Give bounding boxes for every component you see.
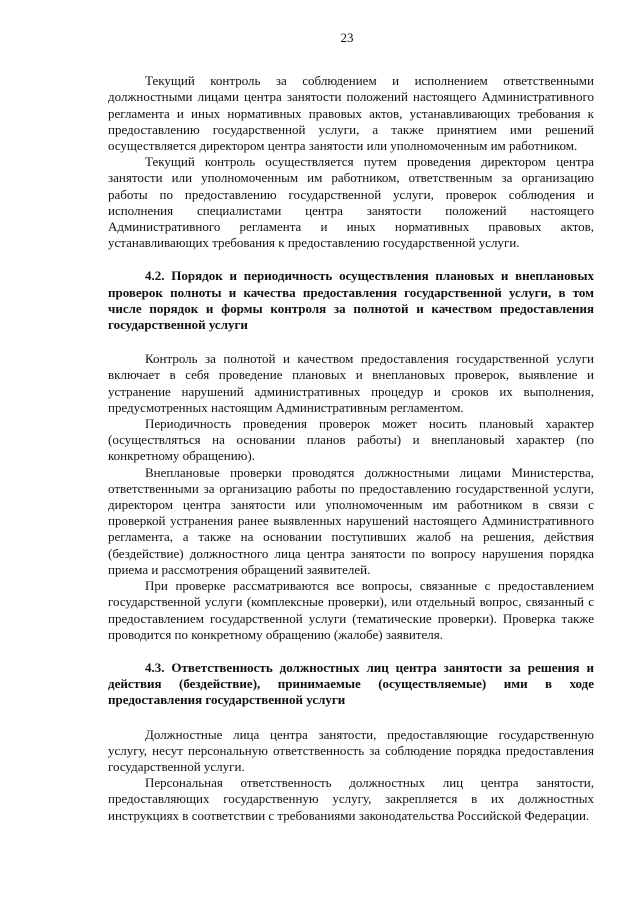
paragraph-inspection-scope: При проверке рассматриваются все вопросы, связанные с предоставлением государственной услуги (комплексные проверки), или отдельный вопрос, связанный с предоставлением государственной услуги (тематические проверки). Проверка также проводится по конкретному обращению (жалобе) заявителя. — [108, 578, 594, 642]
section-heading-4-2: 4.2. Порядок и периодичность осуществления плановых и внеплановых проверок полноты и качества предоставления государственной услуги, в том числе порядок и формы контроля за полнотой и качеством предоставления государственной услуги — [108, 268, 594, 333]
paragraph-unscheduled-inspections: Внеплановые проверки проводятся должностными лицами Министерства, ответственными за организацию работы по предоставлению государственной услуги, директором центра занятости или уполномоченным им работником в связи с проверкой устранения ранее выявленных нарушений настоящего Административного регламента, а также на основании поступивших жалоб на решения, действия (бездействие) должностного лица центра занятости по вопросу нарушения порядка приема и рассмотрения обращений заявителей. — [108, 464, 594, 577]
section-heading-4-3: 4.3. Ответственность должностных лиц центра занятости за решения и действия (бездействие), принимаемые (осуществляемые) ими в ходе предоставления государственной услуги — [108, 659, 594, 708]
paragraph-current-control-2: Текущий контроль осуществляется путем проведения директором центра занятости или уполномоченным им работником, ответственным за организацию работы по предоставлению государственной услуги, проверок соблюдения и исполнения специалистами центра занятости положений настоящего Административного регламента и иных нормативных правовых актов, устанавливающих требования к предоставлению государственной услуги. — [108, 154, 594, 251]
paragraph-personal-responsibility: Должностные лица центра занятости, предоставляющие государственную услугу, несут персональную ответственность за соблюдение порядка предоставления государственной услуги. — [108, 726, 594, 774]
paragraph-inspection-frequency: Периодичность проведения проверок может носить плановый характер (осуществляться на основании планов работы) и внеплановый характер (по конкретному обращению). — [108, 416, 594, 464]
paragraph-current-control-1: Текущий контроль за соблюдением и исполнением ответственными должностными лицами центра занятости положений настоящего Административного регламента и иных нормативных правовых актов, устанавливающих требования к предоставлению государственной услуги, а также принятием ими решений осуществляется директором центра занятости или уполномоченным им работником. — [108, 73, 594, 154]
paragraph-job-instructions: Персональная ответственность должностных лиц центра занятости, предоставляющих государственную услугу, закрепляется в их должностных инструкциях в соответствии с требованиями законодательства Российской Федерации. — [108, 775, 594, 823]
paragraph-quality-control: Контроль за полнотой и качеством предоставления государственной услуги включает в себя проведение плановых и внеплановых проверок, выявление и устранение нарушений административных процедур и сроков их выполнения, предусмотренных настоящим Административным регламентом. — [108, 351, 594, 415]
page-number: 23 — [340, 30, 354, 45]
